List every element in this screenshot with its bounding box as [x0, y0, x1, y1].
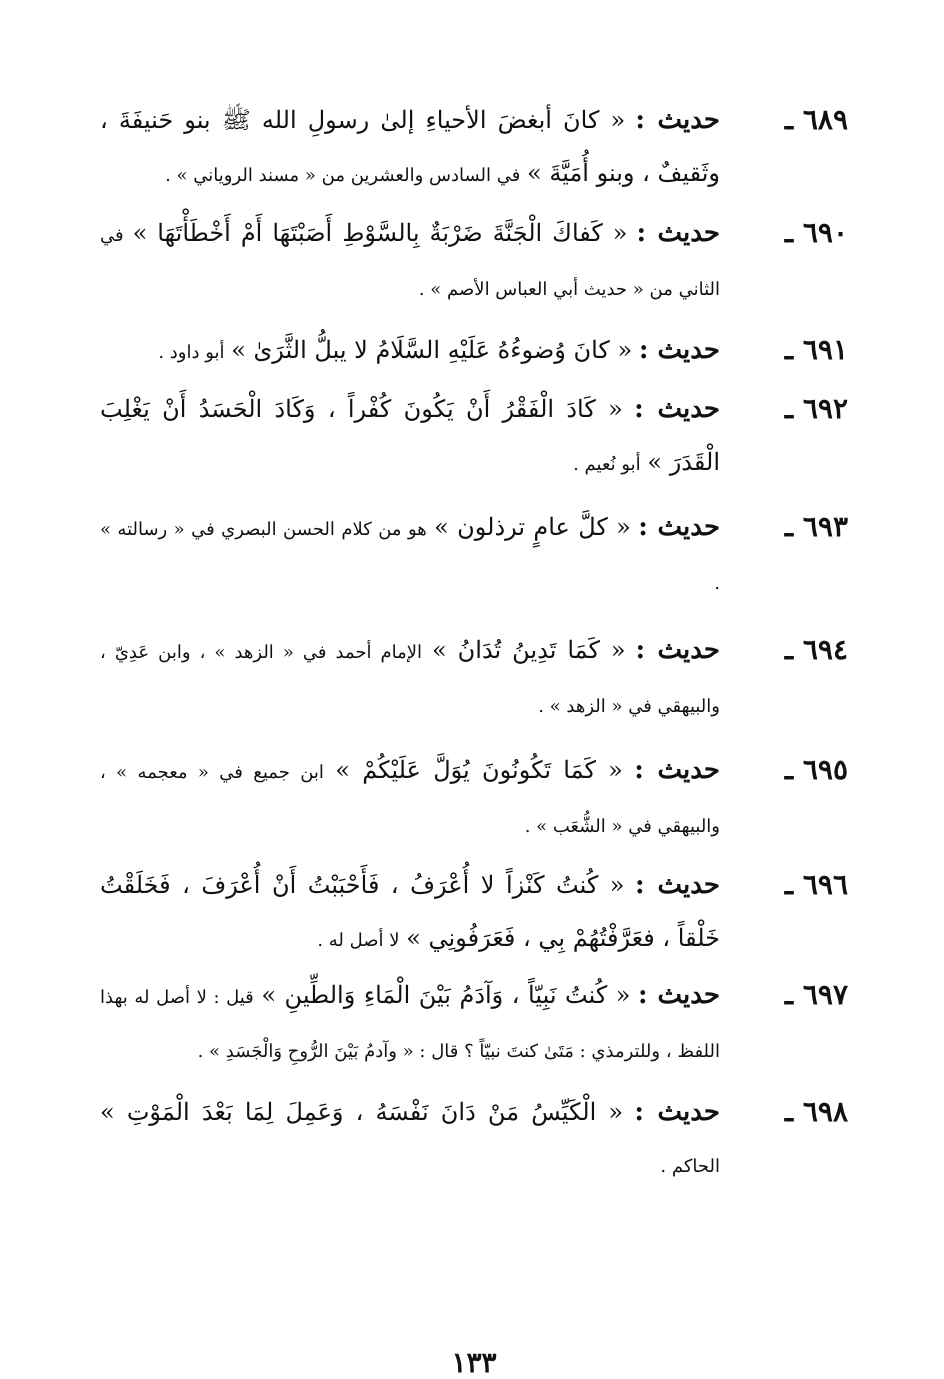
hadith-text: « كَمَا تَدِينُ تُدَانُ »	[432, 636, 626, 664]
entry-label: حديث :	[634, 1097, 720, 1127]
hadith-entry	[100, 207, 848, 316]
entry-number: ٦٩٤ ـ	[784, 633, 848, 666]
source-note: ابن جميع في « معجمه » ، والبيهقي في « الشُّعَب » .	[100, 762, 720, 837]
source-note: أبو داود .	[158, 342, 225, 363]
entry-number: ٦٩٧ ـ	[784, 978, 848, 1011]
entry-label: حديث :	[635, 105, 720, 135]
hadith-entry	[100, 624, 848, 733]
hadith-text: « كَادَ الْفَقْرُ أَنْ يَكُونَ كُفْراً ، وَكَادَ الْحَسَدُ أَنْ يَغْلِبَ الْقَدَرَ »	[100, 395, 720, 476]
source-note: الحاكم .	[660, 1156, 720, 1177]
source-note: في السادس والعشرين من « مسند الروياني » .	[165, 165, 521, 186]
hadith-entry	[100, 969, 848, 1078]
hadith-entry	[100, 859, 848, 967]
hadith-text: « كَمَا تَكُونُونَ يُوَلَّ عَلَيْكُمْ »	[335, 756, 623, 784]
hadith-entry	[100, 501, 848, 610]
page-number: ١٣٣	[451, 1346, 497, 1379]
entry-label: حديث :	[636, 218, 721, 248]
hadith-entry	[100, 324, 848, 379]
hadith-text: « كُنتُ كَنْزاً لا أُعْرَفُ ، فَأَحْبَبْتُ أَنْ أُعْرَفَ ، فَخَلَقْتُ خَلْقاً ، فعَرَّفْتُهُمْ بِي ، فَعَرَفُونِي »	[100, 871, 720, 952]
hadith-entry	[100, 94, 848, 202]
source-note: الإمام أحمد في « الزهد » ، وابن عَدِيّ ، والبيهقي في « الزهد » .	[100, 642, 720, 717]
entry-number: ٦٩٢ ـ	[784, 392, 848, 425]
source-note: هو من كلام الحسن البصري في « رسالته » .	[100, 519, 720, 594]
source-note: قيل : لا أصل له بهذا اللفظ ، وللترمذي : مَتَىٰ كنتَ نبيّاً ؟ قال : « وآدمُ بَيْنَ الرُّوحِ وَالْجَسَدِ » .	[100, 987, 720, 1062]
entry-label: حديث :	[634, 394, 720, 424]
entry-label: حديث :	[634, 870, 720, 900]
entry-label: حديث :	[634, 755, 720, 785]
entry-number: ٦٩٠ ـ	[784, 216, 848, 249]
entry-label: حديث :	[638, 980, 721, 1010]
hadith-text: « كَفاكَ الْجَنَّةَ ضَرْبَةٌ بِالسَّوْطِ أَصَبْتَهَا أَمْ أَخْطَأْتَهَا »	[132, 219, 628, 247]
source-note: لا أصل له .	[317, 930, 400, 951]
hadith-text: « كُنتُ نَبِيّاً ، وَآدَمُ بَيْنَ الْمَاءِ وَالطِّينِ »	[261, 981, 631, 1009]
entry-number: ٦٩٨ ـ	[784, 1095, 848, 1128]
entry-label: حديث :	[638, 512, 721, 542]
source-note: في الثاني من « حديث أبي العباس الأصم » .	[100, 225, 720, 300]
source-note: أبو نُعيم .	[573, 454, 641, 475]
hadith-text: « الْكَيِّسُ مَنْ دَانَ نَفْسَهُ ، وَعَمِلَ لِمَا بَعْدَ الْمَوْتِ »	[100, 1098, 624, 1126]
entry-number: ٦٨٩ ـ	[784, 103, 848, 136]
entry-number: ٦٩٣ ـ	[784, 510, 848, 543]
hadith-text: « كانَ أبغضَ الأحياءِ إلىٰ رسولِ الله ﷺ بنو حَنيفَةَ ، وثَقيفٌ ، وبنو أُمَيَّةَ »	[100, 106, 720, 187]
hadith-entry	[100, 383, 848, 491]
entry-number: ٦٩٥ ـ	[784, 753, 848, 786]
entry-number: ٦٩١ ـ	[784, 333, 848, 366]
hadith-entry	[100, 1086, 848, 1193]
hadith-list	[100, 94, 848, 1193]
hadith-text: « كلَّ عامٍ ترذلون »	[434, 513, 631, 541]
book-page	[100, 94, 848, 1379]
entry-number: ٦٩٦ ـ	[784, 868, 848, 901]
entry-label: حديث :	[638, 335, 720, 365]
entry-label: حديث :	[635, 635, 720, 665]
hadith-entry	[100, 744, 848, 853]
hadith-text: « كانَ وُضوءُهُ عَلَيْهِ السَّلَامُ لا يبلُّ الثَّرَىٰ »	[231, 336, 633, 364]
